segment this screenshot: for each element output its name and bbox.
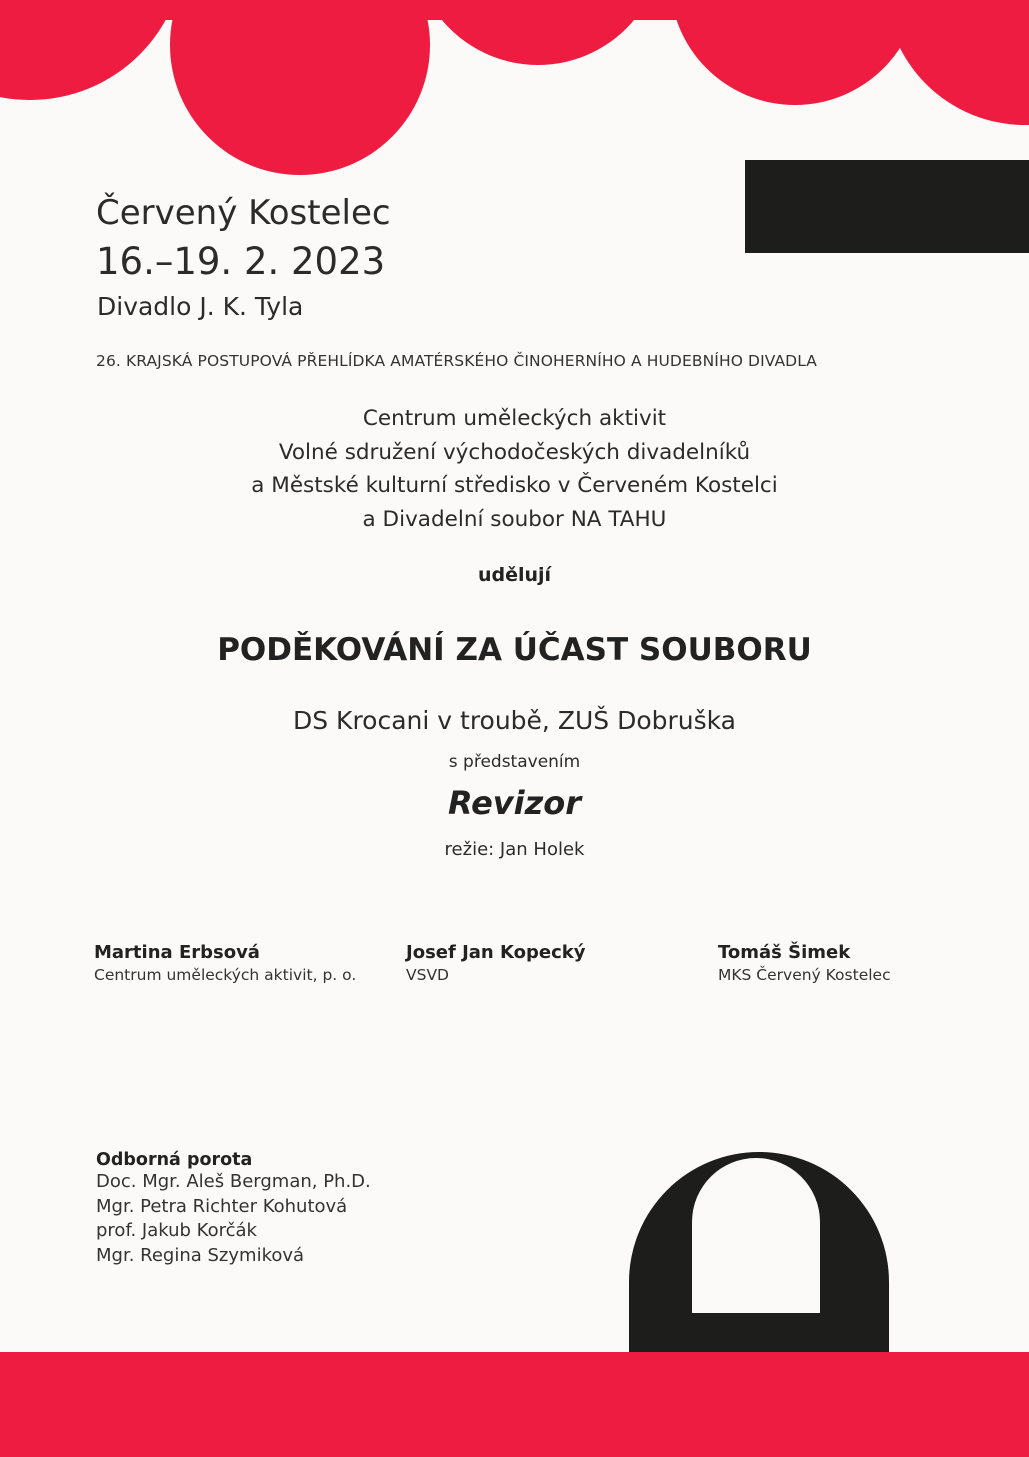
jury-member: Mgr. Petra Richter Kohutová (96, 1195, 348, 1217)
red-band (0, 1352, 1029, 1457)
organizer-line: Centrum uměleckých aktivit (362, 406, 667, 431)
signatory-name: Tomáš Šimek (718, 942, 851, 963)
award-verb: udělují (477, 564, 552, 586)
curtain-scallop-4 (670, 0, 920, 105)
director-credit: režie: Jan Holek (444, 839, 585, 860)
curtain-scallop-3 (413, 0, 663, 65)
jury-block (96, 1150, 371, 1268)
event-dates: 16.–19. 2. 2023 (96, 240, 386, 283)
signatory-name: Martina Erbsová (94, 942, 260, 963)
with-performance-label: s představením (448, 752, 581, 772)
signatory-org: MKS Červený Kostelec (718, 966, 891, 984)
organizer-line: a Divadelní soubor NA TAHU (362, 506, 667, 532)
event-venue: Divadlo J. K. Tyla (97, 292, 304, 321)
jury-member: Doc. Mgr. Aleš Bergman, Ph.D. (96, 1171, 371, 1192)
certificate-title: PODĚKOVÁNÍ ZA ÚČAST SOUBORU (217, 632, 812, 668)
signatory-org: Centrum uměleckých aktivit, p. o. (94, 966, 357, 984)
signatory-2 (406, 942, 585, 984)
curtain-scallop-5 (885, 0, 1029, 125)
black-arch (629, 1152, 889, 1352)
ensemble-name: DS Krocani v troubě, ZUŠ Dobruška (292, 706, 736, 735)
organizer-line: Volné sdružení východočeských divadelníků (278, 439, 751, 465)
red-scalloped-curtain (0, 0, 1029, 175)
organizers-block (0, 402, 1029, 536)
organizer-line: a Městské kulturní středisko v Červeném Kostelci (251, 473, 778, 498)
signatory-1 (94, 942, 356, 984)
jury-member: Mgr. Regina Szymiková (96, 1244, 305, 1266)
event-city: Červený Kostelec (96, 193, 391, 233)
jury-title: Odborná porota (96, 1150, 253, 1170)
black-rectangle-redaction (745, 160, 1029, 253)
signatory-3 (718, 942, 891, 984)
curtain-scallop-2 (170, 0, 430, 175)
jury-member: prof. Jakub Korčák (96, 1220, 257, 1241)
signatory-name: Josef Jan Kopecký (406, 942, 586, 963)
curtain-scallop-1 (0, 0, 185, 100)
play-title: Revizor (448, 784, 581, 822)
festival-name: 26. KRAJSKÁ POSTUPOVÁ PŘEHLÍDKA AMATÉRSKÉHO ČINOHERNÍHO A HUDEBNÍHO DIVADLA (96, 352, 817, 370)
signatory-org: VSVD (406, 966, 449, 984)
